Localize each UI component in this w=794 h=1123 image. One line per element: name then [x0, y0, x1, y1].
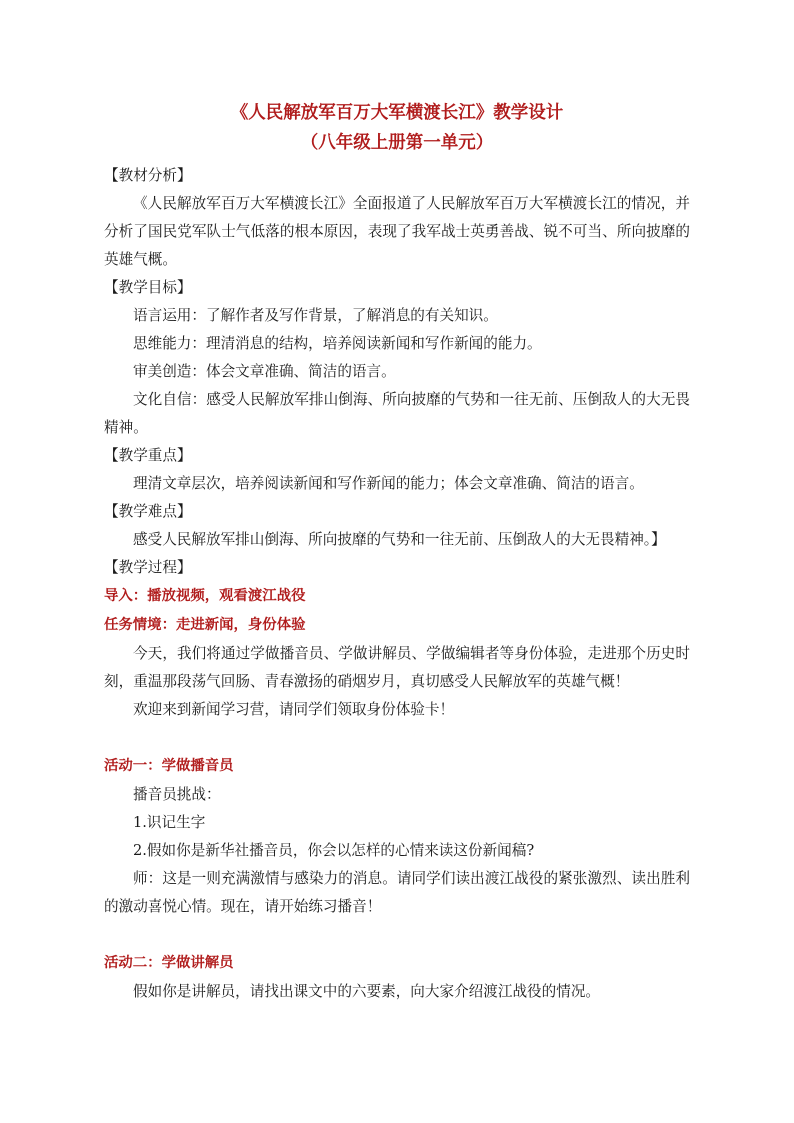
activity-one-heading: 活动一：学做播音员: [104, 758, 234, 774]
section-heading-key: 【教学重点】: [104, 447, 192, 464]
task-paragraph: 今天，我们将通过学做播音员、学做讲解员、学做编辑者等身份体验，走进那个历史时刻，重温那段荡气回肠、青春激扬的硝烟岁月，真切感受人民解放军的英雄气概！: [104, 645, 690, 690]
activity-two-heading: 活动二：学做讲解员: [104, 955, 234, 971]
intro-heading: 导入：播放视频，观看渡江战役: [104, 588, 306, 604]
document-title: 《人民解放军百万大军横渡长江》教学设计: [230, 103, 564, 123]
spacer: [104, 921, 690, 949]
analysis-paragraph: 《人民解放军百万大军横渡长江》全面报道了人民解放军百万大军横渡长江的情况，并分析了国民党军队士气低落的根本原因，表现了我军战士英勇善战、锐不可当、所向披靡的英雄气概。: [104, 195, 690, 268]
activity-one-teacher: 师：这是一则充满激情与感染力的消息。请同学们读出渡江战役的紧张激烈、读出胜利的激动喜悦心情。现在，请开始练习播音！: [104, 870, 690, 915]
section-heading-goals: 【教学目标】: [104, 279, 192, 296]
goal-language: 语言运用：了解作者及写作背景，了解消息的有关知识。: [133, 307, 498, 324]
task-welcome: 欢迎来到新闻学习营，请同学们领取身份体验卡！: [133, 701, 455, 718]
section-heading-process: 【教学过程】: [104, 559, 192, 576]
goal-culture: 文化自信：感受人民解放军排山倒海、所向披靡的气势和一往无前、压倒敌人的大无畏精神。: [104, 391, 690, 436]
difficult-paragraph: 感受人民解放军排山倒海、所向披靡的气势和一往无前、压倒敌人的大无畏精神。】: [133, 531, 666, 548]
task-heading: 任务情境：走进新闻，身份体验: [104, 617, 306, 633]
section-heading-difficult: 【教学难点】: [104, 503, 192, 520]
activity-one-line: 2.假如你是新华社播音员，你会以怎样的心情来读这份新闻稿?: [133, 842, 535, 859]
goal-thinking: 思维能力：理清消息的结构，培养阅读新闻和写作新闻的能力。: [133, 335, 542, 352]
document-subtitle: （八年级上册第一单元）: [300, 133, 494, 153]
key-paragraph: 理清文章层次，培养阅读新闻和写作新闻的能力；体会文章准确、简洁的语言。: [133, 475, 644, 492]
goal-aesthetic: 审美创造：体会文章准确、简洁的语言。: [133, 363, 396, 380]
section-heading-analysis: 【教材分析】: [104, 167, 192, 184]
activity-one-line: 1.识记生字: [133, 814, 206, 831]
spacer: [104, 724, 690, 752]
activity-two-line: 假如你是讲解员，请找出课文中的六要素，向大家介绍渡江战役的情况。: [133, 983, 601, 1000]
activity-one-line: 播音员挑战：: [133, 786, 221, 803]
